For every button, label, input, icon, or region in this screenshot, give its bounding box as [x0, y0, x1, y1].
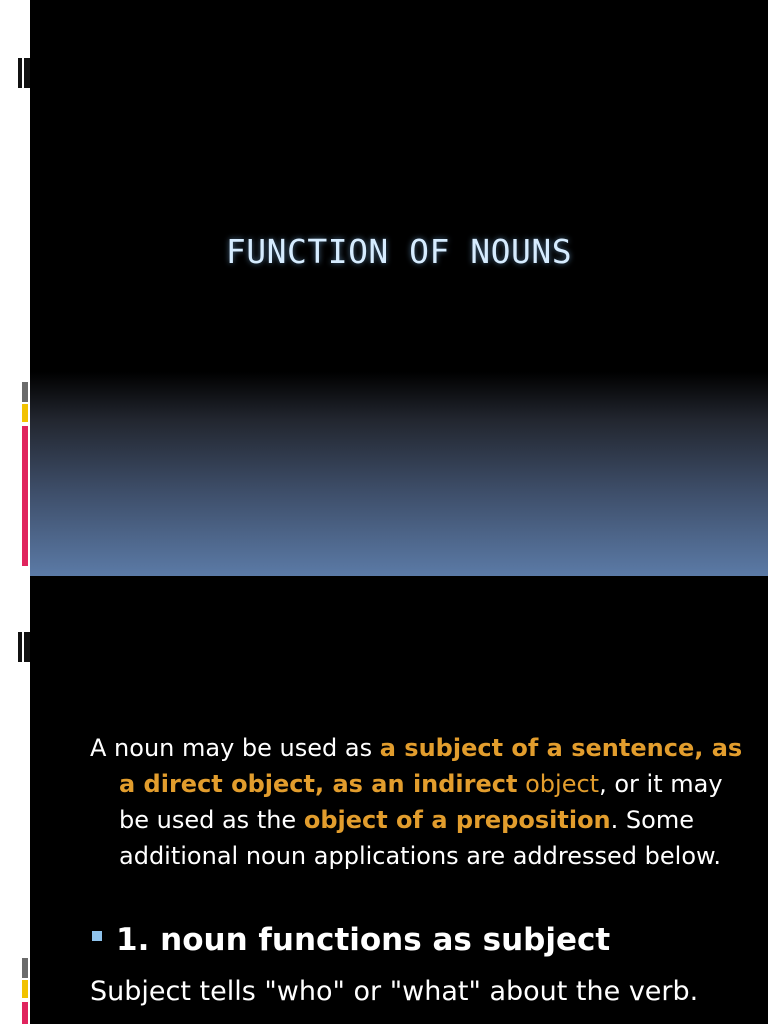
edge-bar-black	[18, 58, 22, 88]
bullet-square-icon	[92, 931, 102, 941]
highlight-preposition: object of a preposition	[303, 806, 611, 834]
bullet-item	[92, 920, 722, 960]
edge-bar-pink	[22, 1002, 28, 1024]
content-slide	[30, 576, 768, 1024]
edge-bar-black	[18, 632, 22, 662]
subject-paragraph: Subject tells "who" or "what" about the verb.	[90, 976, 699, 1007]
edge-bar-gray	[22, 958, 28, 978]
title-slide	[30, 0, 768, 576]
intro-text: , or it may be used as the	[119, 770, 723, 834]
highlight-object: object	[525, 770, 600, 798]
intro-text: . Some additional noun applications are addressed below.	[119, 806, 722, 870]
edge-bar-yellow	[22, 980, 28, 998]
intro-text: A noun may be used as	[90, 734, 380, 762]
highlight-subject-object: a subject of a sentence, as a direct object, as an indirect	[119, 734, 743, 798]
bullet-label: 1. noun functions as subject	[116, 922, 611, 958]
edge-bar-gray	[22, 382, 28, 402]
slide-title: FUNCTION OF NOUNS	[225, 232, 573, 271]
edge-bar-pink	[22, 426, 28, 566]
edge-bar-yellow	[22, 404, 28, 422]
intro-paragraph	[90, 730, 749, 874]
